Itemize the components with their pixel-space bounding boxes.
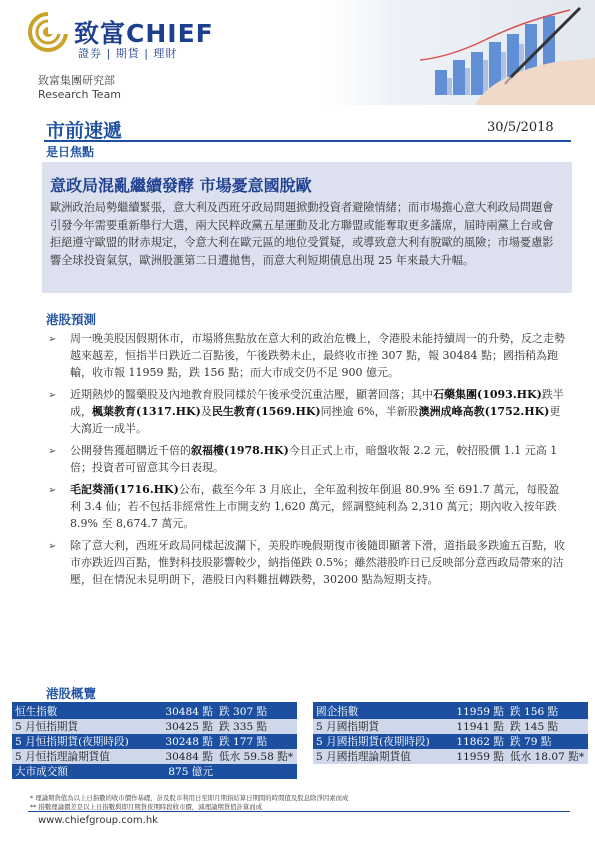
lead-body: 歐洲政治局勢繼續緊張，意大利及西班牙政局問題掀動投資者避險情緒；而市場擔心意大利政局問題會引發今年需要重新舉行大選，兩大民粹政黨五星運動及北方聯盟或能奪取更多議席，屆時兩黨上台或會拒絕遵守歐盟的財赤規定，令意大利在歐元區的地位受質疑，或導致意大利有脫歐的風險；市場憂慮影響全球投資氣氛，歐洲股滙第二日遭拋售，而意大利短期債息出現 25 年來最大升幅。 [50, 201, 554, 267]
report-date: 30/5/2018 [487, 120, 554, 135]
bullet-segment: 公布，截至今年 3 月底止，全年盈利按年倒退 80.9% 至 691.7 萬元，每股盈利 3.4 仙；若不包括非經常性上市開支約 1,620 萬元，經調整純利為 2,310 萬元；期內收入按年跌 8.9% 至 8,674.7 萬元。 [70, 483, 560, 530]
bullet-segment: 近期熱炒的醫藥股及內地教育股同樣於午後承受沉重沽壓，顯著回落；其中 [70, 388, 433, 401]
focus-label: 是日焦點 [46, 145, 95, 159]
page-title: 市前速遞 [46, 120, 123, 142]
arrow-bullet-icon: ➢ [48, 485, 57, 496]
cell-name: 國企指數 [313, 704, 443, 719]
bullet-segment: 除了意大利，西班牙政局同樣起波瀾下，美股昨晚假期復市後隨即顯著下滑，道指最多跌逾五百點，收市亦跌近四百點，惟對科技股影響較少，納指僅跌 0.5%；雖然港股昨日已反映部分意西政局帶來的沽壓，但在情況未見明朗下，港股日內料難扭轉跌勢，30200 點為短期支持。 [70, 539, 565, 586]
bullet-text [70, 483, 559, 530]
cell-name: 大市成交額 [12, 764, 152, 779]
table-row [313, 704, 588, 719]
overview-title: 港股概覽 [46, 686, 97, 701]
department [38, 74, 121, 102]
cell-chg: 跌 177 點 [216, 734, 297, 749]
lead-headline: 意政局混亂繼續發酵 市場憂意國脫歐 [50, 176, 312, 195]
bullet-segment: 同挫逾 6%，半新股 [320, 405, 419, 418]
cell-val: 30484 點 [152, 749, 216, 764]
footnote-2: ** 指數理論價差是以上日指數與即月期貨夜期時段收市價，減理論期貨值計算而成 [30, 802, 263, 811]
stock-name: 毛記葵涌(1716.HK) [70, 483, 179, 496]
cell-val: 30425 點 [152, 719, 216, 734]
footnote-1: * 理論期貨值為以上日指數的收市價作基礎，計及股市利用日至即月期指結算日期間的時間值及股息除淨因素而成 [30, 794, 349, 802]
department-en: Research Team [38, 88, 122, 101]
stock-name: 叙福樓(1978.HK) [191, 444, 289, 457]
cell-name: 5 月國指期貨(夜期時段) [313, 734, 443, 749]
forecast-bullet [48, 330, 568, 381]
table-row [12, 734, 297, 749]
cell-chg: 低水 59.58 點* [216, 749, 297, 764]
arrow-bullet-icon: ➢ [48, 390, 57, 401]
cell-val: 30484 點 [152, 704, 216, 719]
bullet-text [70, 332, 565, 379]
forecast-bullets [48, 330, 568, 593]
cell-name: 恒生指數 [12, 704, 152, 719]
arrow-bullet-icon: ➢ [48, 446, 57, 457]
cell-val: 11959 點 [443, 704, 507, 719]
arrow-bullet-icon: ➢ [48, 541, 57, 552]
cell-name: 5 月恒指理論期貨值 [12, 749, 152, 764]
logo-tagline: 證券 | 期貨 | 理財 [78, 47, 178, 60]
cell-chg [216, 764, 297, 779]
hero-chart-illustration [325, 0, 595, 105]
bullet-segment: 更大瀉近一成半。 [70, 405, 561, 435]
table-row [313, 719, 588, 734]
cell-chg: 跌 145 點 [507, 719, 588, 734]
arrow-bullet-icon: ➢ [48, 334, 57, 345]
cell-chg: 跌 79 點 [507, 734, 588, 749]
cell-name: 5 月恒指期貨(夜期時段) [12, 734, 152, 749]
website-link[interactable]: www.chiefgroup.com.hk [38, 815, 158, 826]
cell-val: 875 億元 [152, 764, 216, 779]
logo-wordmark: 致富CHIEF [74, 19, 214, 48]
cell-val: 11959 點 [443, 749, 507, 764]
bullet-text [70, 444, 557, 474]
title-divider [44, 140, 571, 142]
forecast-bullet [48, 481, 568, 532]
table-row [12, 704, 297, 719]
bullet-segment: 及 [200, 405, 212, 418]
cell-name: 5 月國指理論期貨值 [313, 749, 443, 764]
bullet-segment: 跌半成， [70, 388, 564, 418]
cell-name: 5 月恒指期貨 [12, 719, 152, 734]
cell-val: 30248 點 [152, 734, 216, 749]
chief-logo-icon [28, 12, 68, 52]
bullet-text [70, 388, 564, 435]
table-row [12, 719, 297, 734]
stock-name: 澳洲成峰高教(1752.HK) [418, 405, 550, 418]
hscei-overview-table [313, 704, 588, 764]
department-zh: 致富集團研究部 [38, 74, 115, 87]
footnotes [30, 794, 348, 811]
stock-name: 楓葉教育(1317.HK) [92, 405, 201, 418]
bullet-segment: 周一晚美股因假期休市，市場將焦點放在意大利的政治危機上，令港股未能持續周一的升勢，反之走勢越來越差，恒指半日跌近二百點後，午後跌勢未止，最終收市挫 307 點，報 30484 點；國指稍為跑輸，收市報 11959 點，跌 156 點；而大市成交仍不足 900 億元。 [70, 332, 565, 379]
cell-val: 11941 點 [443, 719, 507, 734]
bullet-text [70, 539, 565, 586]
table-row [313, 749, 588, 764]
hsi-overview-table [12, 704, 297, 779]
forecast-title: 港股預測 [46, 312, 97, 327]
table-row [313, 734, 588, 749]
bullet-segment: 公開發售獲超購近千倍的 [70, 444, 191, 457]
forecast-bullet [48, 386, 568, 437]
table-row [12, 749, 297, 764]
cell-chg: 跌 156 點 [507, 704, 588, 719]
cell-chg: 低水 18.07 點* [507, 749, 588, 764]
bullet-segment: 今日正式上市，暗盤收報 2.2 元，較招股價 1.1 元高 1 倍；投資者可留意其今日表現。 [70, 444, 558, 474]
forecast-bullet [48, 442, 568, 476]
footer-divider [28, 811, 570, 812]
cell-chg: 跌 307 點 [216, 704, 297, 719]
stock-name: 民生教育(1569.HK) [211, 405, 321, 418]
stock-name: 石藥集團(1093.HK) [433, 388, 542, 401]
cell-val: 11862 點 [443, 734, 507, 749]
forecast-bullet [48, 537, 568, 588]
cell-name: 5 月國指期貨 [313, 719, 443, 734]
table-row [12, 764, 297, 779]
cell-chg: 跌 335 點 [216, 719, 297, 734]
